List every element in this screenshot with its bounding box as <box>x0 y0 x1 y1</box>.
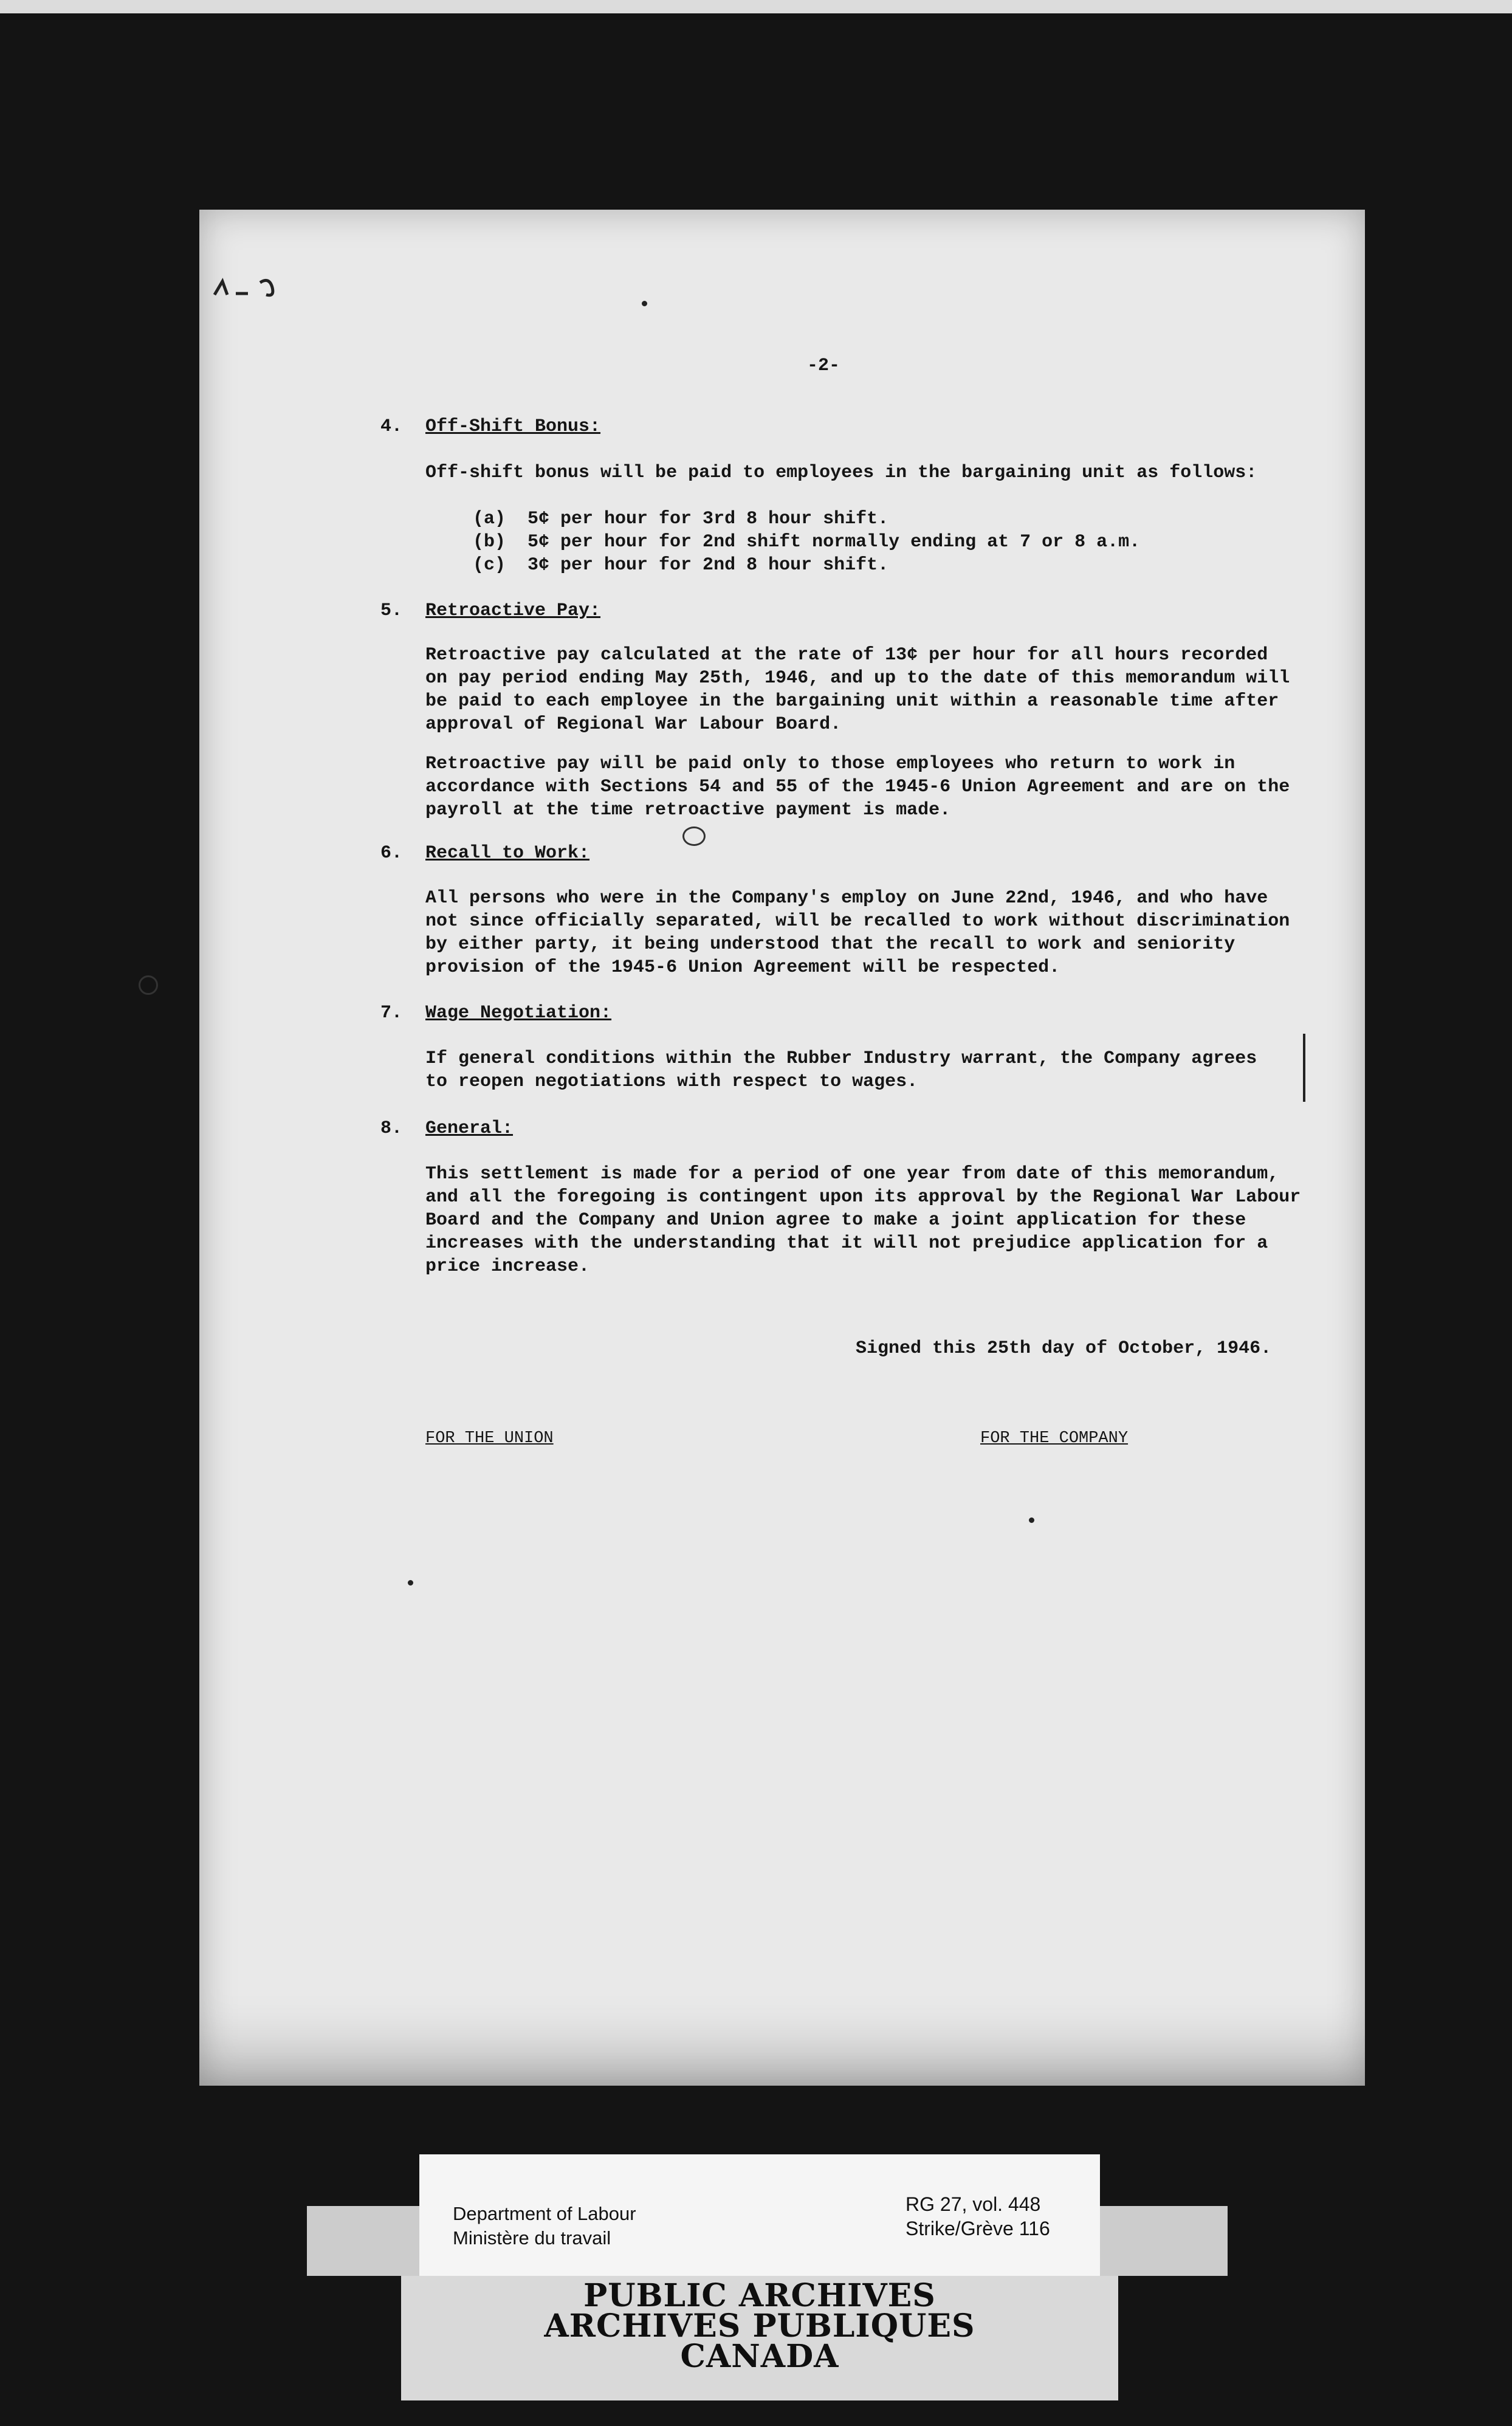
ink-mark <box>211 277 309 301</box>
archives-stamp <box>401 2277 1118 2375</box>
section-paragraph: Retroactive pay will be paid only to those employees who return to work in accordance with Sections 54 and 55 of the 1945-6 Union Agreement and are on the payroll at the time retroactive payment is made. <box>425 754 1290 820</box>
stamp-line: ARCHIVES PUBLIQUES <box>544 2307 975 2345</box>
section-title: General: <box>425 1118 514 1139</box>
scan-top-edge <box>0 0 1512 13</box>
signed-line: Signed this 25th day of October, 1946. <box>856 1338 1272 1359</box>
department-block <box>453 2202 636 2250</box>
archive-reference: RG 27, vol. 448 <box>905 2193 1041 2215</box>
section-number: 8. <box>380 1118 403 1139</box>
signature-union: FOR THE UNION <box>425 1429 554 1448</box>
archives-stamp-band <box>401 2276 1118 2400</box>
section-paragraph: Retroactive pay calculated at the rate of 13¢ per hour for all hours recorded on pay period ending May 25th, 1946, and up to the date of this memorandum will be paid to each employee in the bargaining unit within a reasonable time after approval of Regional War Labour Board. <box>425 645 1290 735</box>
list-item: (c) 3¢ per hour for 2nd 8 hour shift. <box>473 555 889 576</box>
ink-speck <box>1029 1517 1034 1523</box>
ink-speck <box>642 301 647 306</box>
signature-company: FOR THE COMPANY <box>980 1429 1129 1448</box>
ink-speck <box>408 1580 413 1586</box>
stamp-line: PUBLIC ARCHIVES <box>583 2277 936 2314</box>
department-fr: Ministère du travail <box>453 2227 611 2249</box>
section-paragraph: Off-shift bonus will be paid to employees in the bargaining unit as follows: <box>425 462 1257 483</box>
list-item: (b) 5¢ per hour for 2nd shift normally ending at 7 or 8 a.m. <box>473 532 1141 552</box>
ink-smudge <box>139 975 158 995</box>
list-item: (a) 5¢ per hour for 3rd 8 hour shift. <box>473 509 889 529</box>
section-number: 6. <box>380 843 403 864</box>
section-title: Recall to Work: <box>425 843 590 864</box>
page-number: -2- <box>807 356 840 376</box>
archive-label <box>419 2154 1100 2279</box>
department-en: Department of Labour <box>453 2203 636 2224</box>
reference-block <box>905 2192 1050 2241</box>
section-number: 5. <box>380 600 403 621</box>
section-title: Off-Shift Bonus: <box>425 416 601 437</box>
stamp-line: CANADA <box>680 2338 839 2375</box>
section-paragraph: All persons who were in the Company's employ on June 22nd, 1946, and who have not since officially separated, will be recalled to work without discrimination by either party, it being understood that the recall to work and seniority provision of the 1945-6 Union Agreement will be respected. <box>425 888 1290 978</box>
ink-smudge <box>682 826 706 846</box>
document-page <box>199 210 1365 2086</box>
margin-mark <box>1303 1034 1305 1102</box>
section-number: 4. <box>380 416 403 437</box>
section-title: Retroactive Pay: <box>425 600 601 621</box>
strike-number: Strike/Grève 116 <box>905 2218 1050 2239</box>
section-title: Wage Negotiation: <box>425 1003 612 1023</box>
section-number: 7. <box>380 1003 403 1023</box>
section-paragraph: If general conditions within the Rubber Industry warrant, the Company agrees to reopen negotiations with respect to wages. <box>425 1048 1257 1092</box>
section-paragraph: This settlement is made for a period of one year from date of this memorandum, and all the foregoing is contingent upon its approval by the Regional War Labour Board and the Company and Union agree to make a joint application for these increases with the understanding that it will not prejudice application for a price increase. <box>425 1164 1301 1277</box>
